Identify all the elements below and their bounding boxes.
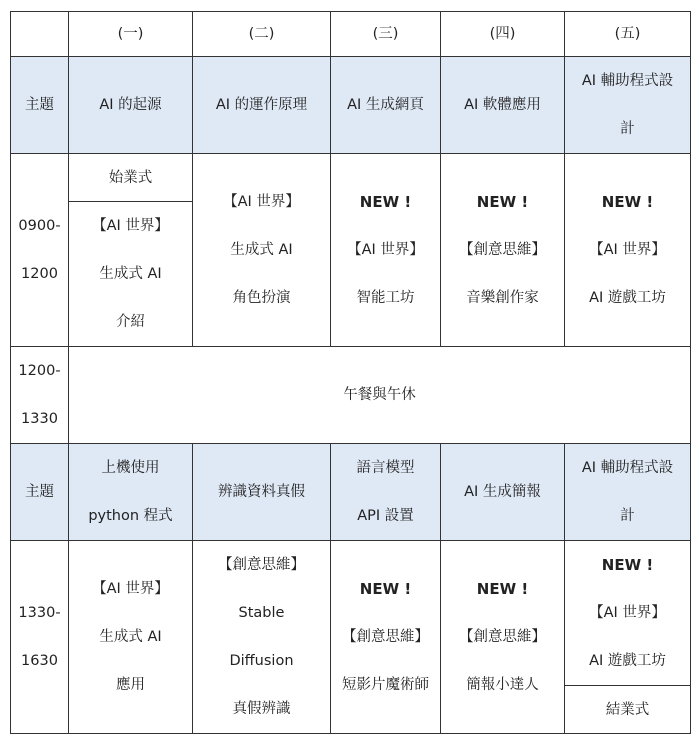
theme-line: AI 輔助程式設 [581,73,674,89]
lunch-row [11,347,691,444]
time-start: 1200- [18,363,61,379]
session-line: 【創意思維】 [459,242,546,258]
theme-cell [565,57,691,154]
session-line: AI 遊戲工坊 [589,290,666,306]
session-cell [565,541,691,686]
morning-row-a [11,154,691,202]
session-line: 【AI 世界】 [92,581,169,597]
theme-line: 計 [620,121,635,137]
session-line: 【創意思維】 [342,629,429,645]
theme-cell: AI 軟體應用 [441,57,565,154]
row-label-time [11,154,69,347]
session-line: 【AI 世界】 [223,194,300,210]
new-badge: NEW ! [476,193,529,211]
session-cell [69,202,193,347]
session-line: 【創意思維】 [459,629,546,645]
closing-ceremony: 結業式 [565,686,691,734]
session-line: 介紹 [116,314,145,330]
session-cell [331,541,441,734]
new-badge: NEW ! [476,580,529,598]
corner-cell [11,12,69,57]
day-header-row [11,12,691,57]
theme-cell: AI 生成網頁 [331,57,441,154]
new-badge: NEW ! [601,193,654,211]
session-line: AI 遊戲工坊 [589,653,666,669]
theme-line: python 程式 [88,508,173,524]
day-header: (五) [565,12,691,57]
time-end: 1330 [21,411,58,427]
session-line: 生成式 AI [230,242,293,258]
theme-line: 上機使用 [101,460,160,476]
row-label-time [11,541,69,734]
theme-cell [69,444,193,541]
afternoon-row-a [11,541,691,686]
session-line: 真假辨識 [232,701,291,717]
session-line: 音樂創作家 [466,290,539,306]
new-badge: NEW ! [359,580,412,598]
time-end: 1630 [21,653,58,669]
time-start: 0900- [18,218,61,234]
theme-cell: AI 的運作原理 [193,57,331,154]
session-cell [441,541,565,734]
new-badge: NEW ! [601,556,654,574]
session-cell [331,154,441,347]
session-line: 【AI 世界】 [92,218,169,234]
row-label-time [11,347,69,444]
new-badge: NEW ! [359,193,412,211]
session-line: 角色扮演 [232,290,291,306]
day-header: (二) [193,12,331,57]
session-line: Diffusion [229,653,294,669]
day-header: (四) [441,12,565,57]
row-label-theme: 主題 [11,57,69,154]
afternoon-theme-row [11,444,691,541]
session-line: 【AI 世界】 [589,242,666,258]
theme-line: 計 [620,508,635,524]
session-line: 短影片魔術師 [342,677,429,693]
opening-ceremony: 始業式 [69,154,193,202]
day-header: (三) [331,12,441,57]
theme-cell: 辨識資料真假 [193,444,331,541]
session-line: 生成式 AI [99,629,162,645]
time-end: 1200 [21,266,58,282]
session-line: Stable [238,605,285,621]
session-line: 【AI 世界】 [589,605,666,621]
session-line: 簡報小達人 [466,677,539,693]
theme-line: API 設置 [357,508,414,524]
theme-cell [565,444,691,541]
session-line: 智能工坊 [356,290,415,306]
theme-cell [331,444,441,541]
session-cell [193,154,331,347]
day-header: (一) [69,12,193,57]
time-start: 1330- [18,605,61,621]
lunch-break: 午餐與午休 [69,347,691,444]
session-line: 【創意思維】 [218,557,305,573]
row-label-theme: 主題 [11,444,69,541]
theme-cell: AI 的起源 [69,57,193,154]
session-line: 【AI 世界】 [347,242,424,258]
morning-theme-row [11,57,691,154]
session-cell [565,154,691,347]
schedule-table [10,11,691,734]
theme-cell: AI 生成簡報 [441,444,565,541]
theme-line: AI 輔助程式設 [581,460,674,476]
session-line: 生成式 AI [99,266,162,282]
session-cell [193,541,331,734]
session-cell [69,541,193,734]
session-cell [441,154,565,347]
theme-line: 語言模型 [356,460,415,476]
session-line: 應用 [116,677,145,693]
